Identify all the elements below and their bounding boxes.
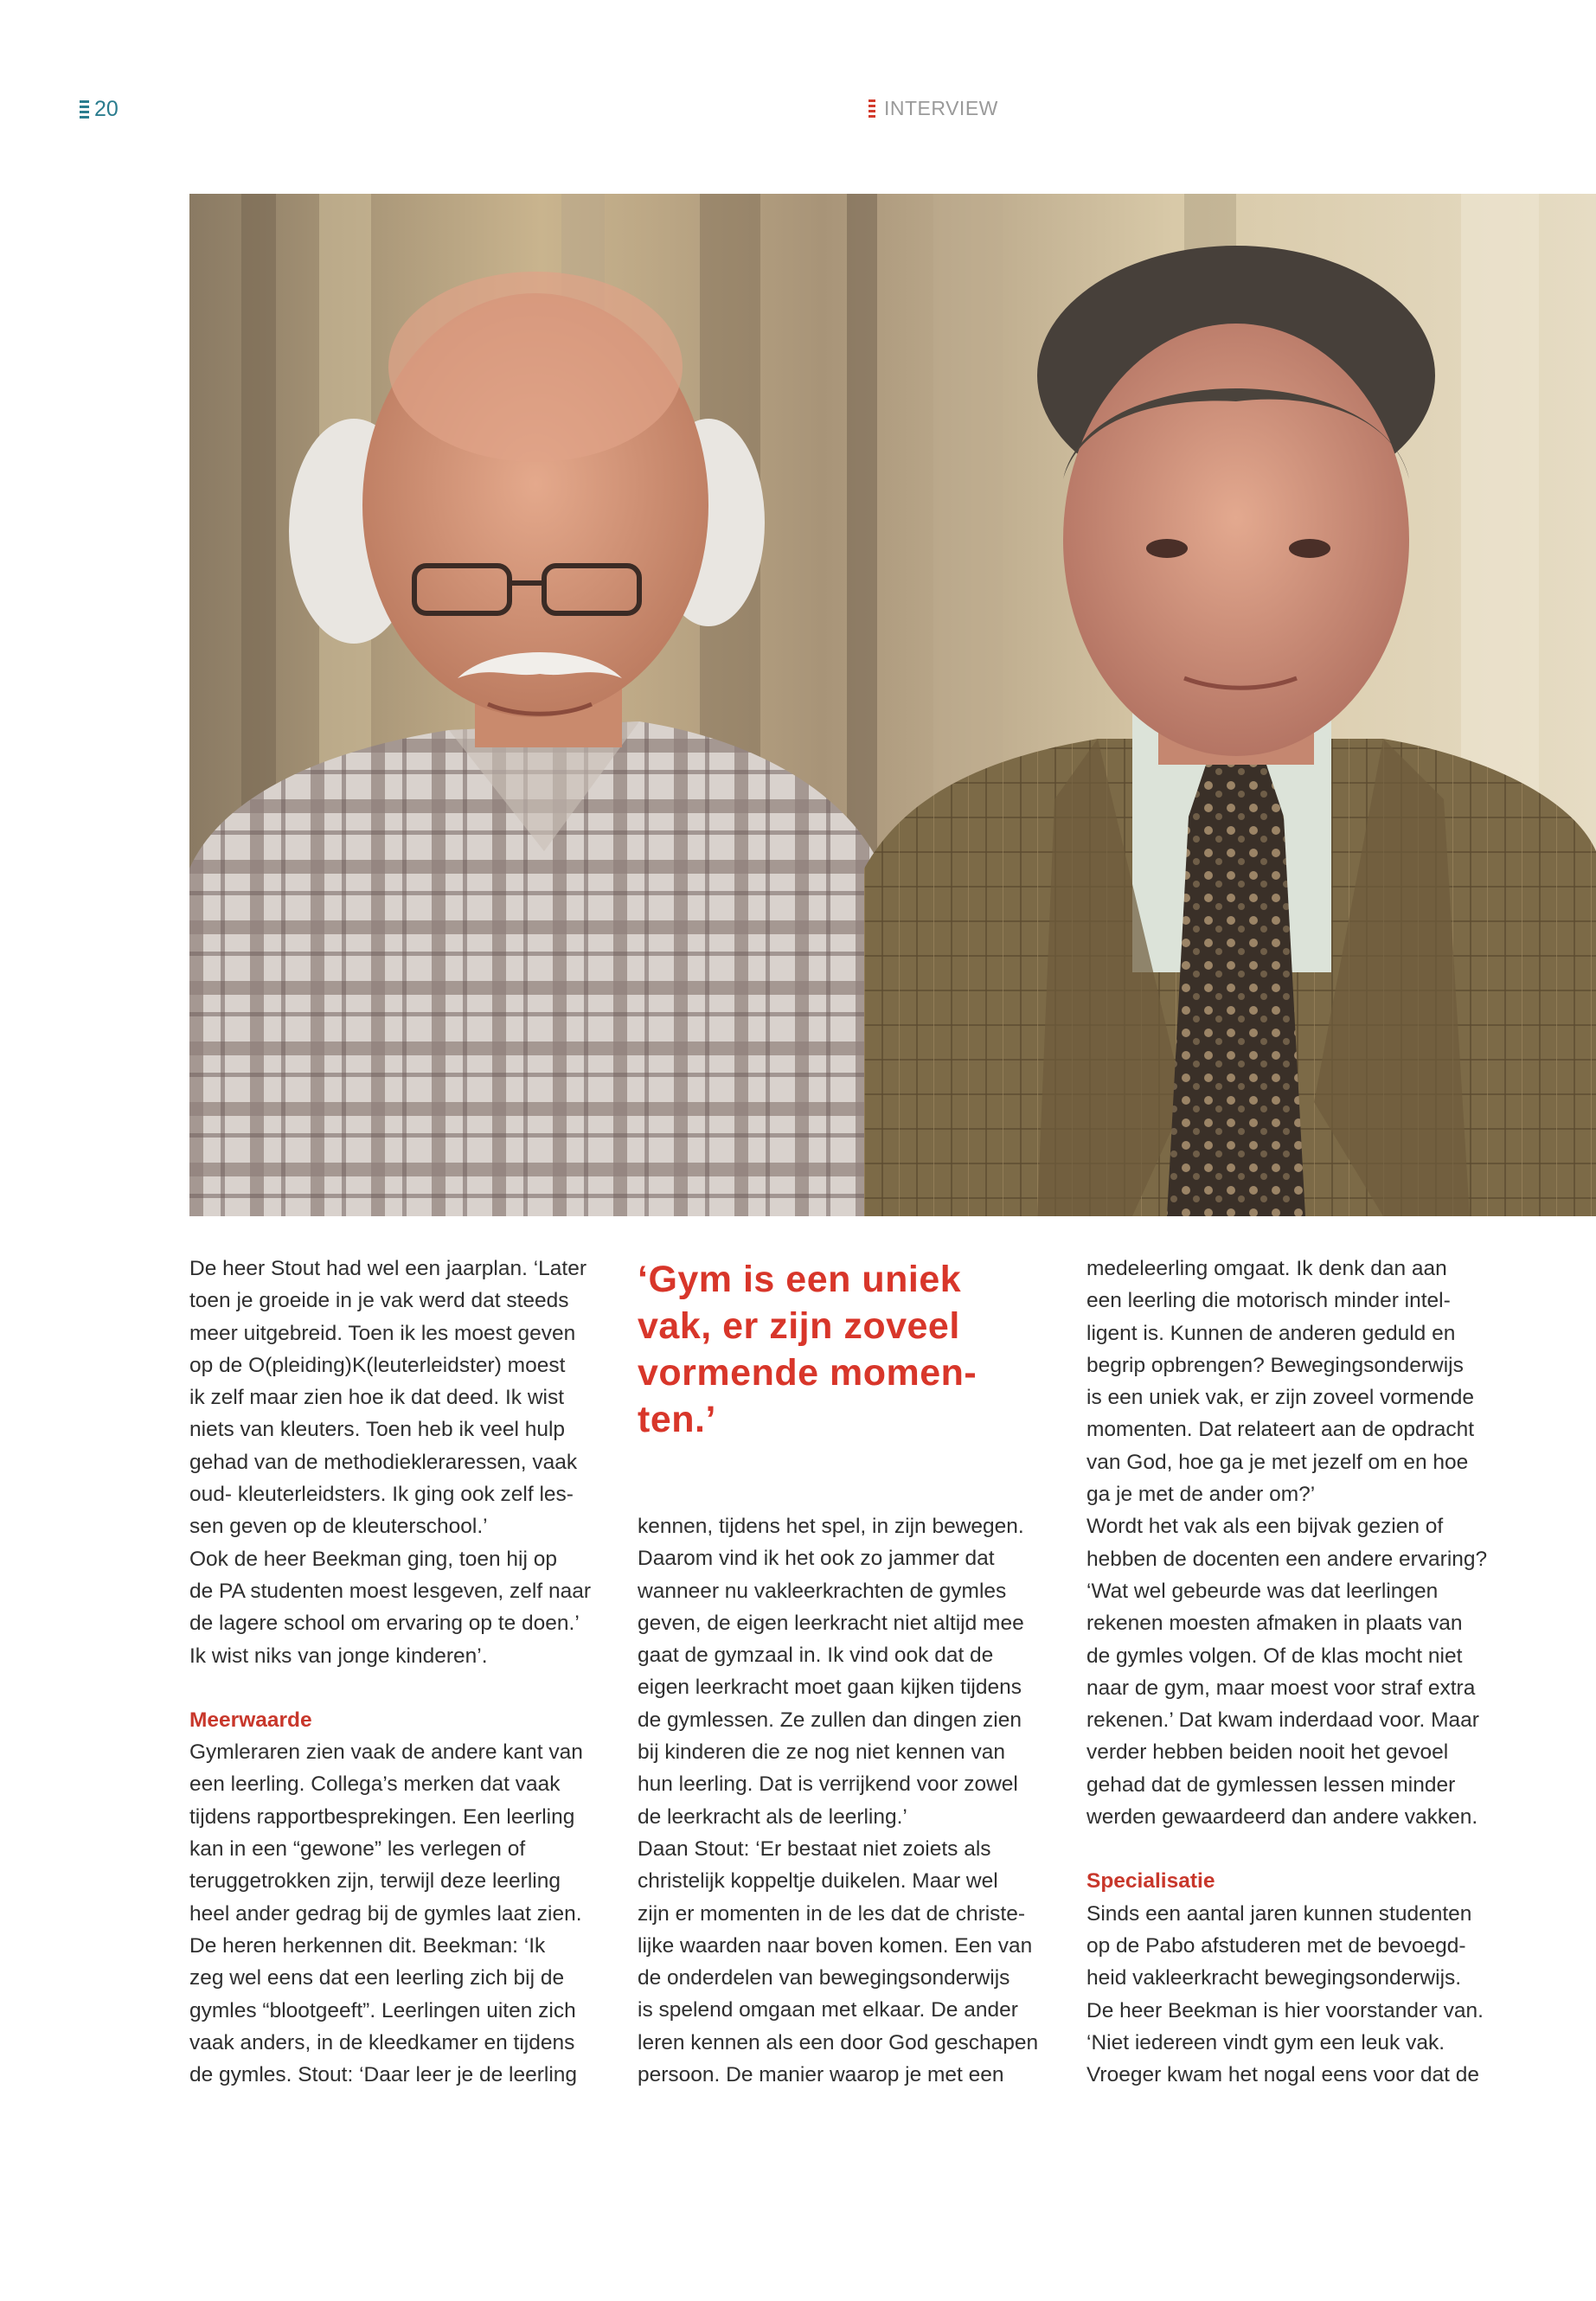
- text-line: De heer Stout had wel een jaarplan. ‘Later: [189, 1257, 586, 1280]
- text-line: de lagere school om ervaring op te doen.’: [189, 1612, 580, 1636]
- text-line: Ook de heer Beekman ging, toen hij op: [189, 1547, 557, 1571]
- article-column-3: [1086, 1253, 1488, 2091]
- text-line: wanneer nu vakleerkrachten de gymles: [638, 1579, 1007, 1603]
- text-line: Vroeger kwam het nogal eens voor dat de: [1086, 2063, 1479, 2087]
- text-line: is spelend omgaan met elkaar. De ander: [638, 1998, 1018, 2022]
- text-line: leren kennen als een door God geschapen: [638, 2030, 1039, 2054]
- text-line: Ik wist niks van jonge kinderen’.: [189, 1644, 488, 1668]
- article-column-2: [638, 1510, 1044, 2091]
- text-line: christelijk koppeltje duikelen. Maar wel: [638, 1869, 998, 1894]
- text-line: gehad dat de gymlessen lessen minder: [1086, 1772, 1456, 1797]
- text-line: hun leerling. Dat is verrijkend voor zowel: [638, 1772, 1018, 1797]
- text-line: vaak anders, in de kleedkamer en tijdens: [189, 2030, 575, 2054]
- text-line: gymles “blootgeeft”. Leerlingen uiten zich: [189, 1998, 576, 2022]
- text-line: teruggetrokken zijn, terwijl deze leerling: [189, 1869, 561, 1894]
- page-number-text: 20: [94, 97, 119, 121]
- text-line: lijke waarden naar boven komen. Een van: [638, 1933, 1033, 1958]
- text-line: rekenen moesten afmaken in plaats van: [1086, 1612, 1463, 1636]
- text-line: tijdens rapportbesprekingen. Een leerling: [189, 1804, 575, 1829]
- text-line: de onderdelen van bewegingsonderwijs: [638, 1966, 1010, 1990]
- text-line: verder hebben beiden nooit het gevoel: [1086, 1740, 1449, 1765]
- text-line: hebben de docenten een andere ervaring?: [1086, 1547, 1488, 1571]
- pull-quote-line: vak, er zijn zoveel: [638, 1305, 960, 1347]
- text-line: een leerling. Collega’s merken dat vaak: [189, 1772, 561, 1797]
- text-line: ik zelf maar zien hoe ik dat deed. Ik wist: [189, 1386, 565, 1410]
- text-line: rekenen.’ Dat kwam inderdaad voor. Maar: [1086, 1708, 1479, 1733]
- text-line: is een uniek vak, er zijn zoveel vormende: [1086, 1386, 1475, 1410]
- text-line: Sinds een aantal jaren kunnen studenten: [1086, 1901, 1472, 1926]
- text-line: De heren herkennen dit. Beekman: ‘Ik: [189, 1933, 546, 1958]
- pull-quote-line: vormende momen-: [638, 1352, 977, 1394]
- text-line: ‘Niet iedereen vindt gym een leuk vak.: [1086, 2030, 1445, 2054]
- text-line: zeg wel eens dat een leerling zich bij de: [189, 1966, 565, 1990]
- text-line: de gymles. Stout: ‘Daar leer je de leerling: [189, 2063, 578, 2087]
- text-line: Daarom vind ik het ook zo jammer dat: [638, 1547, 995, 1571]
- text-line: naar de gym, maar moest voor straf extra: [1086, 1676, 1476, 1700]
- page-number: [80, 97, 119, 122]
- text-line: kennen, tijdens het spel, in zijn bewegen.: [638, 1515, 1024, 1538]
- text-line: toen je groeide in je vak werd dat steeds: [189, 1289, 569, 1313]
- text-line: bij kinderen die ze nog niet kennen van: [638, 1740, 1005, 1765]
- text-line: op de O(pleiding)K(leuterleidster) moest: [189, 1353, 566, 1377]
- text-line: geven, de eigen leerkracht niet altijd mee: [638, 1611, 1024, 1635]
- text-line: een leerling die motorisch minder intel-: [1086, 1289, 1451, 1313]
- portrait-illustration: [189, 194, 1596, 1216]
- section-label-text: INTERVIEW: [884, 97, 998, 119]
- subheading-meerwaarde: Meerwaarde: [189, 1708, 312, 1732]
- text-line: ‘Wat wel gebeurde was dat leerlingen: [1086, 1579, 1439, 1603]
- text-line: Daan Stout: ‘Er bestaat niet zoiets als: [638, 1836, 991, 1861]
- text-line: de gymles volgen. Of de klas mocht niet: [1086, 1644, 1463, 1668]
- text-line: op de Pabo afstuderen met de bevoegd-: [1086, 1933, 1466, 1958]
- text-line: sen geven op de kleuterschool.’: [189, 1515, 488, 1539]
- text-line: persoon. De manier waarop je met een: [638, 2063, 1004, 2087]
- text-line: Wordt het vak als een bijvak gezien of: [1086, 1515, 1444, 1539]
- pull-quote: [638, 1256, 1044, 1443]
- text-line: ga je met de ander om?’: [1086, 1483, 1316, 1507]
- bars-icon: [80, 100, 89, 119]
- pull-quote-line: ten.’: [638, 1399, 716, 1440]
- section-label: [869, 97, 998, 120]
- text-line: de gymlessen. Ze zullen dan dingen zien: [638, 1708, 1022, 1732]
- bars-icon: [869, 99, 875, 118]
- text-line: De heer Beekman is hier voorstander van.: [1086, 1998, 1484, 2022]
- text-line: de leerkracht als de leerling.’: [638, 1804, 907, 1829]
- text-line: gaat de gymzaal in. Ik vind ook dat de: [638, 1644, 994, 1668]
- photo-two-men-portrait: [189, 194, 1596, 1216]
- text-line: kan in een “gewone” les verlegen of: [189, 1837, 526, 1862]
- text-line: gehad van de methodiekleraressen, vaak: [189, 1450, 578, 1474]
- text-line: heel ander gedrag bij de gymles laat zien.: [189, 1901, 582, 1926]
- subheading-specialisatie: Specialisatie: [1086, 1869, 1215, 1894]
- text-line: heid vakleerkracht bewegingsonderwijs.: [1086, 1966, 1462, 1990]
- text-line: werden gewaardeerd dan andere vakken.: [1086, 1805, 1478, 1830]
- pull-quote-line: ‘Gym is een uniek: [638, 1259, 962, 1300]
- text-line: de PA studenten moest lesgeven, zelf naar: [189, 1579, 591, 1603]
- text-line: ligent is. Kunnen de anderen geduld en: [1086, 1321, 1456, 1345]
- text-line: medeleerling omgaat. Ik denk dan aan: [1086, 1257, 1447, 1280]
- text-line: meer uitgebreid. Toen ik les moest geven: [189, 1321, 576, 1345]
- text-line: zijn er momenten in de les dat de christe-: [638, 1901, 1026, 1926]
- text-line: Gymleraren zien vaak de andere kant van: [189, 1740, 583, 1765]
- text-line: momenten. Dat relateert aan de opdracht: [1086, 1418, 1475, 1442]
- article-column-1: [189, 1253, 591, 2091]
- text-line: begrip opbrengen? Bewegingsonderwijs: [1086, 1353, 1464, 1377]
- text-line: van God, hoe ga je met jezelf om en hoe: [1086, 1450, 1469, 1474]
- text-line: oud- kleuterleidsters. Ik ging ook zelf les-: [189, 1483, 574, 1507]
- text-line: niets van kleuters. Toen heb ik veel hulp: [189, 1418, 566, 1442]
- text-line: eigen leerkracht moet gaan kijken tijdens: [638, 1676, 1022, 1700]
